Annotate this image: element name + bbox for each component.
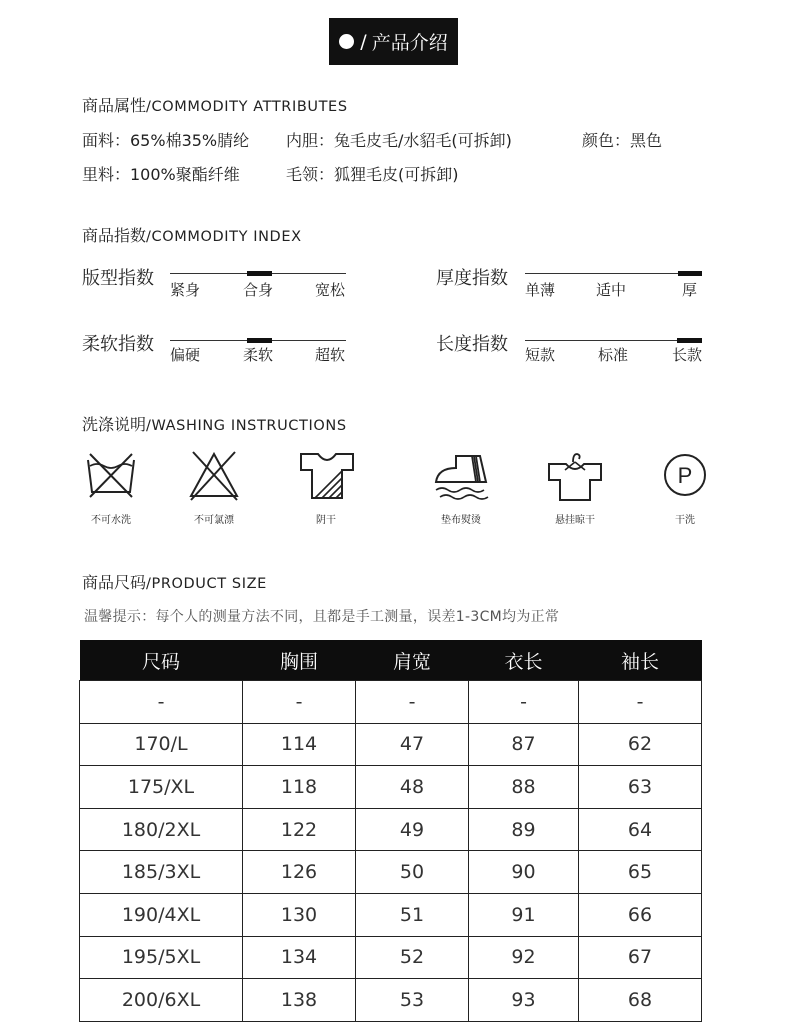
table-cell: 195/5XL <box>80 936 243 979</box>
wash-label: 垫布熨烫 <box>441 515 481 526</box>
iron-with-cloth-icon <box>432 450 492 502</box>
table-cell: 93 <box>469 979 579 1022</box>
fit-index-label: 宽松 <box>315 281 346 299</box>
no-bleach-icon <box>187 450 241 502</box>
index-heading: 商品指数/COMMODITY INDEX <box>82 226 302 245</box>
table-cell: 65 <box>579 851 702 894</box>
fit-index-marker <box>247 271 272 276</box>
table-cell: 51 <box>356 893 469 936</box>
table-cell: 49 <box>356 808 469 851</box>
length-index-scale <box>525 340 702 341</box>
table-row <box>80 893 702 936</box>
table-cell: 47 <box>356 723 469 766</box>
size-table-header-cell: 衣长 <box>469 640 579 681</box>
wash-label: 悬挂晾干 <box>555 515 595 526</box>
table-cell: 114 <box>243 723 356 766</box>
length-index-marker <box>677 338 702 343</box>
table-row <box>80 681 702 724</box>
table-cell: 90 <box>469 851 579 894</box>
table-row <box>80 723 702 766</box>
bullet-dot-icon <box>339 34 354 49</box>
thickness-index-marker <box>678 271 702 276</box>
table-cell: 200/6XL <box>80 979 243 1022</box>
size-table-header-cell: 肩宽 <box>356 640 469 681</box>
table-cell: 64 <box>579 808 702 851</box>
table-cell: 126 <box>243 851 356 894</box>
softness-index-marker <box>247 338 272 343</box>
table-cell: 52 <box>356 936 469 979</box>
thickness-index-title: 厚度指数 <box>436 268 508 289</box>
fit-index-label: 合身 <box>243 281 274 299</box>
table-row <box>80 808 702 851</box>
table-cell: 190/4XL <box>80 893 243 936</box>
table-cell: 122 <box>243 808 356 851</box>
attr-fabric: 面料：65%棉35%腈纶 <box>82 131 250 150</box>
table-cell: 88 <box>469 766 579 809</box>
size-table-header <box>80 640 702 681</box>
attr-lining-inner: 内胆：兔毛皮毛/水貂毛(可拆卸) <box>286 131 512 150</box>
wash-label: 阴干 <box>316 515 336 526</box>
badge-title: 产品介绍 <box>371 32 448 54</box>
washing-heading: 洗涤说明/WASHING INSTRUCTIONS <box>82 415 347 434</box>
table-cell: 130 <box>243 893 356 936</box>
table-cell: 180/2XL <box>80 808 243 851</box>
table-cell: 89 <box>469 808 579 851</box>
size-table-header-cell: 袖长 <box>579 640 702 681</box>
table-cell: 92 <box>469 936 579 979</box>
table-cell: 66 <box>579 893 702 936</box>
table-cell: 87 <box>469 723 579 766</box>
dry-clean-icon <box>662 452 708 498</box>
table-row <box>80 979 702 1022</box>
fit-index-label: 紧身 <box>170 281 201 299</box>
table-cell: - <box>80 681 243 724</box>
thickness-index-label: 厚 <box>682 281 698 299</box>
table-cell: 62 <box>579 723 702 766</box>
fit-index-title: 版型指数 <box>82 268 154 289</box>
size-table <box>79 640 702 1022</box>
length-index-label: 短款 <box>525 346 556 364</box>
softness-index-label: 超软 <box>315 346 346 364</box>
size-table-header-cell: 尺码 <box>80 640 243 681</box>
table-cell: - <box>469 681 579 724</box>
table-cell: 63 <box>579 766 702 809</box>
softness-index-label: 偏硬 <box>170 346 201 364</box>
size-table-header-cell: 胸围 <box>243 640 356 681</box>
thickness-index-scale <box>525 273 702 274</box>
table-row <box>80 766 702 809</box>
table-cell: 91 <box>469 893 579 936</box>
wash-label: 不可水洗 <box>91 515 131 526</box>
table-cell: 48 <box>356 766 469 809</box>
length-index-label: 标准 <box>598 346 629 364</box>
table-cell: - <box>243 681 356 724</box>
shade-dry-icon <box>298 450 356 502</box>
size-heading: 商品尺码/PRODUCT SIZE <box>82 573 267 592</box>
table-cell: 170/L <box>80 723 243 766</box>
attributes-heading: 商品属性/COMMODITY ATTRIBUTES <box>82 96 348 115</box>
wash-label: 干洗 <box>675 515 695 526</box>
table-cell: 185/3XL <box>80 851 243 894</box>
table-cell: 134 <box>243 936 356 979</box>
attr-color: 颜色：黑色 <box>582 131 663 150</box>
table-cell: - <box>356 681 469 724</box>
dry-clean-glyph: P <box>677 463 693 488</box>
table-cell: 67 <box>579 936 702 979</box>
attr-lining: 里料：100%聚酯纤维 <box>82 165 240 184</box>
table-cell: 138 <box>243 979 356 1022</box>
attr-collar: 毛领：狐狸毛皮(可拆卸) <box>286 165 459 184</box>
thickness-index-label: 适中 <box>596 281 627 299</box>
table-cell: 118 <box>243 766 356 809</box>
thickness-index-label: 单薄 <box>525 281 556 299</box>
table-row <box>80 851 702 894</box>
table-cell: 68 <box>579 979 702 1022</box>
table-cell: 53 <box>356 979 469 1022</box>
softness-index-title: 柔软指数 <box>82 334 154 355</box>
length-index-title: 长度指数 <box>436 334 508 355</box>
table-row <box>80 936 702 979</box>
section-badge: / 产品介绍 <box>329 18 458 65</box>
table-cell: - <box>579 681 702 724</box>
wash-label: 不可氯漂 <box>194 515 234 526</box>
length-index-label: 长款 <box>672 346 703 364</box>
table-cell: 50 <box>356 851 469 894</box>
table-cell: 175/XL <box>80 766 243 809</box>
softness-index-label: 柔软 <box>243 346 274 364</box>
no-water-wash-icon <box>84 450 138 500</box>
hang-dry-icon <box>546 450 604 504</box>
size-note: 温馨提示：每个人的测量方法不同，且都是手工测量，误差1-3CM均为正常 <box>84 609 560 625</box>
